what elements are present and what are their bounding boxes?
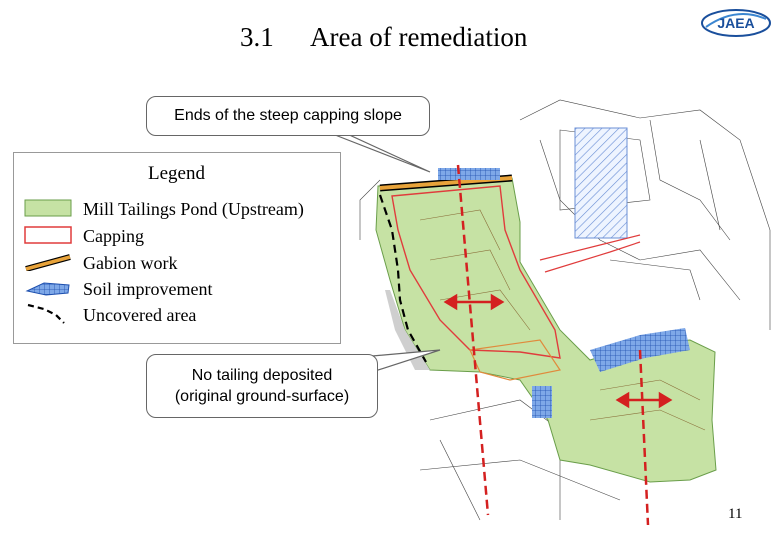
callout-pointer-top bbox=[330, 133, 430, 172]
title-text: Area of remediation bbox=[310, 22, 528, 52]
legend-label-uncovered: Uncovered area bbox=[83, 305, 197, 325]
legend-item-soil bbox=[14, 277, 340, 301]
legend-label-gabion: Gabion work bbox=[83, 253, 178, 273]
pond-swatch bbox=[24, 199, 72, 217]
legend-item-gabion bbox=[14, 251, 340, 275]
callout-steep-slope bbox=[146, 96, 430, 136]
capping-lines-east bbox=[540, 235, 640, 272]
callout-top-text: Ends of the steep capping slope bbox=[174, 107, 402, 124]
section-number: 3.1 bbox=[240, 22, 274, 52]
legend-item-pond bbox=[14, 197, 340, 221]
tailings-pond-area bbox=[376, 178, 716, 482]
soil-swatch bbox=[24, 279, 72, 297]
page-number: 11 bbox=[728, 506, 743, 522]
callout-no-tailing bbox=[146, 354, 378, 418]
logo-text: JAEA bbox=[717, 15, 755, 31]
soil-improvement-north bbox=[438, 168, 500, 180]
legend-title: Legend bbox=[148, 163, 205, 184]
legend-label-pond: Mill Tailings Pond (Upstream) bbox=[83, 199, 304, 219]
legend-label-soil: Soil improvement bbox=[83, 279, 213, 299]
building-hatched-north bbox=[575, 128, 627, 238]
legend-box bbox=[13, 152, 341, 344]
callout-bottom-line1: No tailing deposited bbox=[191, 367, 333, 384]
uncovered-swatch bbox=[24, 301, 72, 327]
capping-swatch bbox=[24, 226, 72, 244]
legend-item-capping bbox=[14, 224, 340, 248]
gabion-swatch bbox=[24, 253, 72, 271]
callout-bottom-line2: (original ground-surface) bbox=[174, 388, 350, 405]
legend-label-capping: Capping bbox=[83, 226, 144, 246]
legend-item-uncovered bbox=[14, 303, 340, 327]
soil-improvement-south bbox=[532, 386, 552, 418]
